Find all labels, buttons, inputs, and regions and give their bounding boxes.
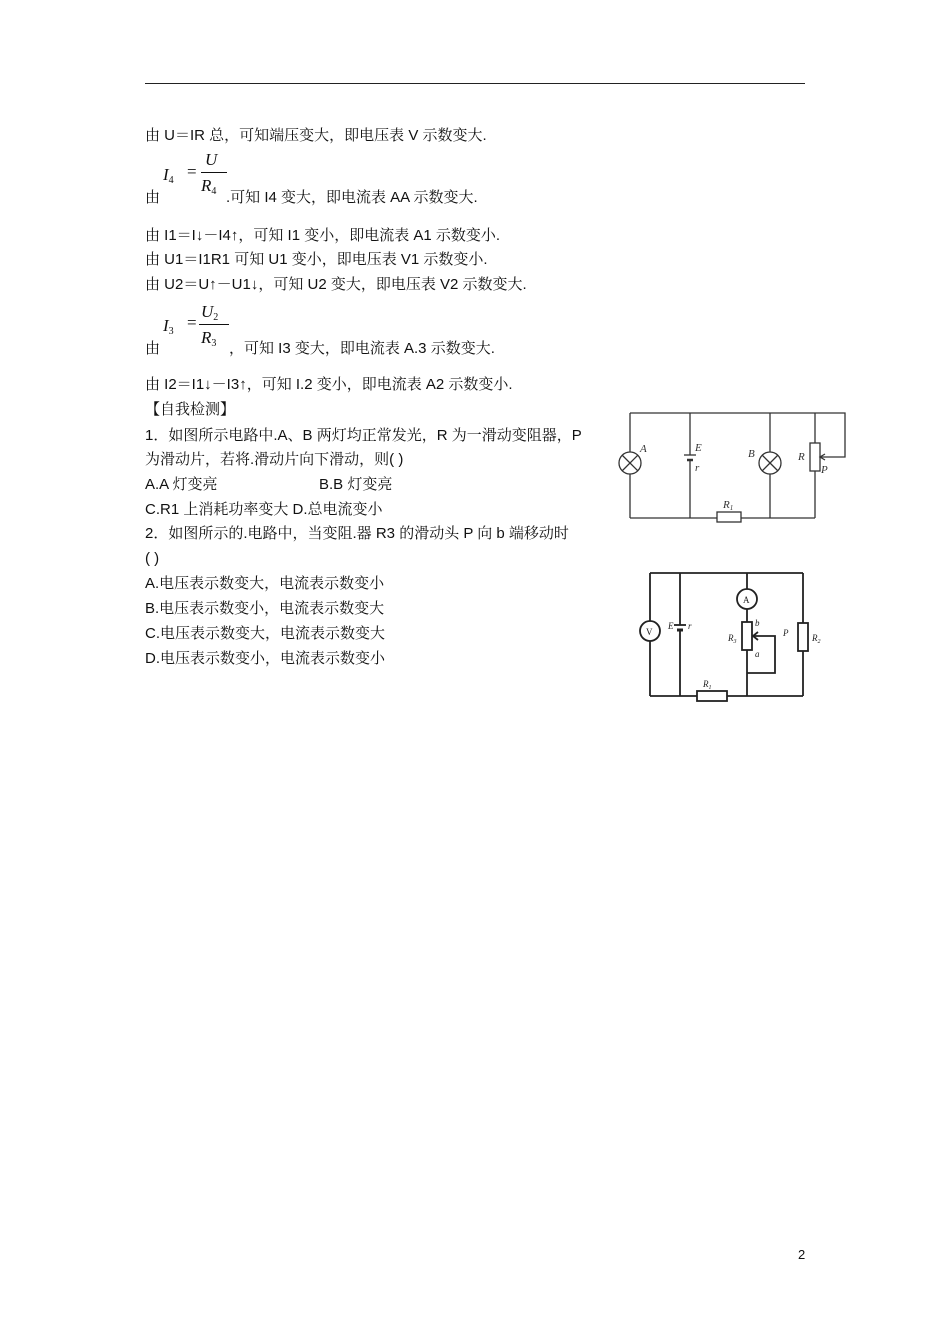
text-line-6: ，可知 I3 变大，即电流表 A.3 示数变大. — [229, 340, 495, 357]
question-2-option-d: D.电压表示数变小，电流表示数变小 — [145, 650, 386, 667]
rheostat-r-icon — [810, 443, 820, 471]
text-line-7: 由 I2＝I1↓－I3↑，可知 I.2 变小，即电流表 A2 示数变小. — [145, 376, 513, 393]
formula-i4-eq: = — [187, 162, 197, 181]
label-r3: $R_3$ — [728, 633, 737, 645]
question-2-line-1: 2．如图所示的.电路中，当变阻.器 R3 的滑动头 P 向 b 端移动时 — [145, 525, 569, 542]
formula-i3-lhs: I — [163, 316, 169, 335]
header-rule — [145, 83, 805, 84]
text-line-1: 由 U＝IR 总，可知端压变大，即电压表 V 示数变大. — [145, 127, 487, 144]
question-2-option-b: B.电压表示数变小，电流表示数变大 — [145, 600, 385, 617]
label-r1b: $R_1$ — [703, 679, 712, 691]
formula-i3-eq: = — [187, 313, 197, 332]
question-1-option-a: A.A 灯变亮 — [145, 476, 218, 493]
label-a-terminal: a — [755, 649, 760, 659]
resistor-r2-icon — [798, 623, 808, 651]
text-line-2-prefix: 由 — [145, 189, 161, 206]
label-b: B — [748, 448, 755, 460]
text-line-3: 由 I1＝I↓－I4↑，可知 I1 变小，即电流表 A1 示数变小. — [145, 227, 501, 244]
circuit-diagram-2 — [635, 565, 835, 710]
section-heading: 【自我检测】 — [145, 401, 236, 418]
formula-i4-num: U — [205, 150, 218, 169]
label-r-internal: r — [695, 462, 700, 474]
label-a: A — [640, 443, 647, 455]
text-line-5: 由 U2＝U↑－U1↓，可知 U2 变大，即电压表 V2 示数变大. — [145, 276, 527, 293]
question-2-option-c: C.电压表示数变大，电流表示数变大 — [145, 625, 386, 642]
label-r-internal-2: r — [688, 621, 692, 631]
resistor-r1-icon — [717, 512, 741, 522]
label-p2: P — [783, 628, 789, 638]
label-r2: $R_2$ — [812, 633, 821, 645]
question-1-line-2: 为滑动片，若将.滑动片向下滑动，则( ) — [145, 451, 404, 468]
label-e2: E — [668, 621, 674, 631]
formula-i3-den: R — [201, 328, 212, 347]
label-e: E — [695, 442, 702, 454]
label-r1: R1 — [723, 499, 734, 512]
question-1-options-cd: C.R1 上消耗功率变大 D.总电流变小 — [145, 501, 383, 518]
formula-i4: $I_4$ = U $R_4$ — [163, 150, 233, 205]
label-rheostat: R — [798, 451, 805, 463]
label-p: P — [821, 464, 828, 476]
formula-i3: $I_3$ = $U_2$ $R_3$ — [163, 302, 233, 357]
label-a-meter: A — [743, 595, 750, 605]
formula-i4-lhs: I — [163, 165, 169, 184]
formula-i3-num: U — [201, 302, 214, 321]
label-v: V — [646, 627, 653, 637]
formula-i4-den: R — [201, 176, 212, 195]
question-2-line-2: ( ) — [145, 550, 160, 567]
resistor-r1b-icon — [697, 691, 727, 701]
label-b-terminal: b — [755, 618, 760, 628]
text-line-6-prefix: 由 — [145, 340, 161, 357]
question-1-line-1: 1．如图所示电路中.A、B 两灯均正常发光，R 为一滑动变阻器，P — [145, 427, 582, 444]
question-2-option-a: A.电压表示数变大，电流表示数变小 — [145, 575, 385, 592]
page-number: 2 — [798, 1247, 806, 1262]
question-1-option-b: B.B 灯变亮 — [319, 476, 393, 493]
rheostat-r3-icon — [742, 622, 752, 650]
text-line-2: .可知 I4 变大，即电流表 AA 示数变大. — [226, 189, 478, 206]
text-line-4: 由 U1＝I1R1 可知 U1 变小，即电压表 V1 示数变小. — [145, 251, 488, 268]
circuit-diagram-1 — [615, 405, 855, 530]
